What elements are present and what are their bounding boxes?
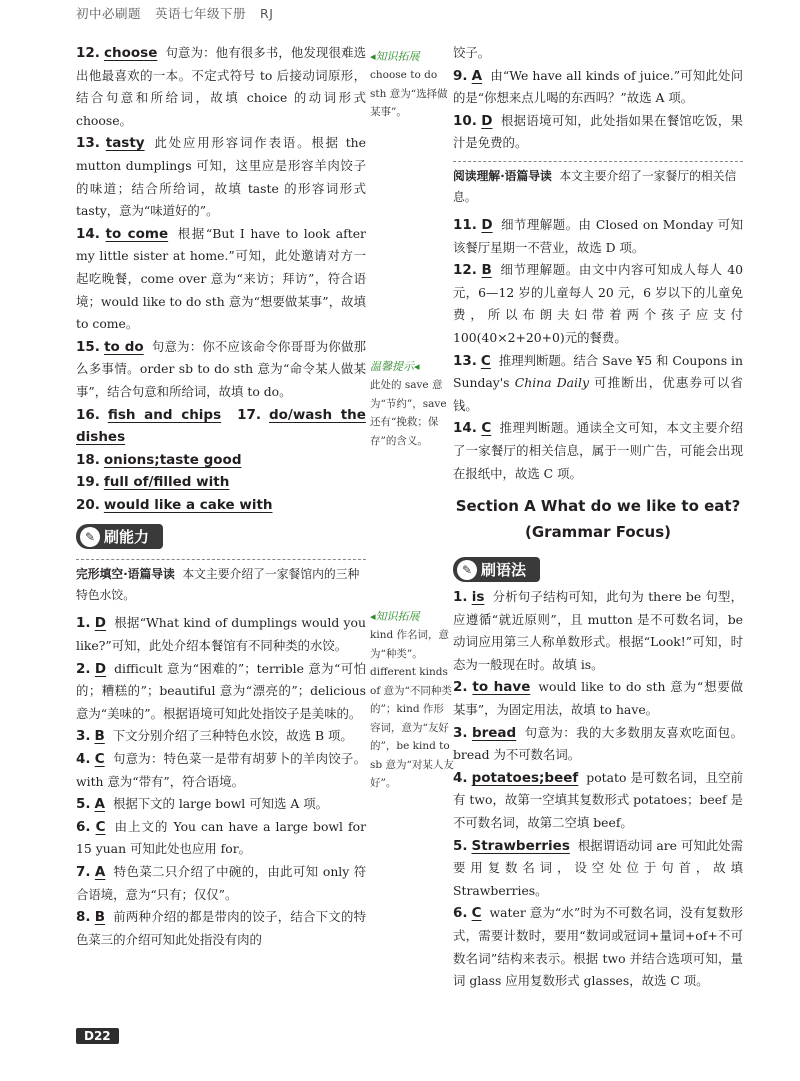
tip-body: kind 作名词，意为“种类”。different kinds of 意为“不同种类的”；kind 作形容词，意为“友好的”，be kind to sb 意为“对某人友好”。 [370,629,454,789]
item-number: 8. [76,909,91,926]
section-heading [453,493,743,545]
explanation: 根据谓语动词 are 可知此处需要用复数名词，设空处位于句首，故填 Strawberries。 [453,837,743,898]
answer: to have [472,679,531,696]
item-number: 13. [453,352,477,369]
reading-guide [453,161,743,208]
item-number: 19. [76,474,100,491]
explanation: 推理判断题。通读全文可知，本文主要介绍了一家餐厅的相关信息，属于一则广告，可能会出现在报纸中，故选 C 项。 [453,420,743,481]
answer: D [94,660,107,677]
section-title: Section A What do we like to eat? [455,497,741,516]
arrow-icon: ◂ [414,360,420,373]
answer-item [453,259,743,349]
item-number: 1. [453,589,468,606]
answer: fish and chips [107,406,222,423]
answer: onions;taste good [103,451,242,468]
item-number: 14. [76,225,100,242]
explanation: 特色菜二只介绍了中碗的，由此可知 only 符合语境，意为“只有；仅仅”。 [76,864,366,902]
tip-body: 此处的 save 意为“节约”，save 还有“挽救；保存”的含义。 [370,379,447,447]
item-number: 11. [453,216,477,233]
series-title: 初中必刷题 [76,6,142,21]
answer-item [453,676,743,721]
item-number: 18. [76,451,100,468]
explanation: water 意为“水”时为不可数名词，没有复数形式，需要计数时，要用“数词或冠词+量词+of+不可数名词”结构来表示。根据 two 并结合选项可知，量词 glass 应用复数形式 glasses，故选 C 项。 [453,905,743,989]
answer-pair [76,449,366,472]
guide-text: 本文主要介绍了一家餐厅的相关信息。 [453,168,737,204]
explanation: 根据语境可知，此处指如果在餐馆吃饭，果汁是免费的。 [453,112,744,151]
item-number: 5. [76,796,91,813]
item-number: 7. [76,864,91,880]
answer-item [76,748,366,793]
answer-item [76,793,366,816]
answer: Strawberries [471,837,570,854]
answer-item [453,65,743,110]
explanation: potato 是可数名词，且空前有 two，故第一空填其复数形式 potatoes；beef 是不可数名词，故第二空填 beef。 [453,769,743,831]
answer: potatoes;beef [471,769,579,786]
item-number: 20. [76,496,100,513]
explanation: 此处应用形容词作表语。根据 the mutton dumplings 可知，这里应是形容羊肉饺子的味道；结合所给词，故填 taste 的形容词形式 tasty，意为“味道好的”。 [76,135,366,219]
answer: tasty [105,135,145,152]
answer-item [453,722,743,767]
answer-item [76,223,366,336]
pen-icon: ✎ [457,560,477,580]
answer-pair [76,471,366,494]
tip-title-text: 知识拓展 [375,610,420,623]
pen-icon: ✎ [80,527,100,547]
margin-tip [370,48,454,122]
answer-item [76,816,366,861]
guide-label: 完形填空·语篇导读 [76,567,175,582]
answer: full of/filled with [103,474,230,491]
answer-item [453,350,743,418]
section-badge-ability [76,524,163,549]
book-title: 英语七年级下册 [155,6,247,21]
explanation: 前两种介绍的都是带肉的饺子，结合下文的特色菜三的介绍可知此处指没有肉的 [76,909,366,947]
newspaper-title: China Daily [514,375,589,391]
answer-item [76,336,366,404]
arrow-icon: ◂ [370,610,376,623]
arrow-icon: ◂ [370,50,376,63]
badge-label: 刷能力 [104,528,150,547]
explanation: 根据“What kind of dumplings would you like?”可知，此处介绍本餐馆有不同种类的水饺。 [76,615,366,654]
explanation-part: 可推断出，优惠券可以省钱。 [453,375,743,413]
item-number: 2. [76,660,91,677]
explanation: 句意为：你不应该命令你哥哥为你做那么多事情。order sb to do sth 意为“命令某人做某事”，结合句意和所给词，故填 to do。 [76,338,366,399]
explanation: difficult 意为“困难的”；terrible 意为“可怕的；糟糕的”；beautiful 意为“漂亮的”；delicious 意为“美味的”。根据语境可知此处指饺子是美味的。 [76,660,366,721]
tip-body: choose to do sth 意为“选择做某事”。 [370,69,448,118]
explanation: 细节理解题。由文中内容可知成人每人 40 元，6—12 岁的儿童每人 20 元，6 岁以下的儿童免费，所以布朗夫妇带着两个孩子应支付 100(40×2+20+0)元的餐费。 [453,262,743,345]
item-number: 2. [453,679,468,696]
answer: D [481,216,493,233]
right-column [453,42,743,993]
answer: to come [105,225,169,242]
answer: is [471,589,485,606]
answer: bread [471,724,517,741]
page-number: D22 [76,1028,119,1044]
left-column [76,42,366,951]
explanation: 根据“But I have to look after my little sister at home.”可知，此处邀请对方一起吃晚餐，come over 意为“来访；拜访”，符合语境；would like to do sth 意为“想要做某事”，故填 to come。 [76,225,366,332]
guide-label: 阅读理解·语篇导读 [453,168,552,183]
margin-tip [370,358,454,450]
answer: B [481,262,492,279]
item-number: 4. [453,769,468,786]
answer: would like a cake with [103,496,273,513]
explanation: would like to do sth 意为“想要做某事”，为固定用法，故填 to have。 [453,679,743,718]
answer-item [76,612,366,657]
item-number: 3. [453,724,468,741]
answer-item [76,42,366,132]
answer: to do [104,338,144,355]
answer: B [94,909,106,926]
answer: do/wash the dishes [76,406,366,446]
margin-tip [370,608,454,793]
item-number: 10. [453,112,477,129]
item-number: 15. [76,338,100,355]
answer: C [480,352,491,369]
item-number: 6. [453,905,468,922]
answer: B [94,728,105,745]
answer-item [76,861,366,906]
item-number: 4. [76,751,91,768]
explanation: 分析句子结构可知，此句为 there be 句型，应遵循“就近原则”，且 mutton 是不可数名词，be 动词应用第三人称单数形式。根据“Look!”可知，时态为一般现在时。故填 is。 [453,589,743,672]
explanation: 细节理解题。由 Closed on Monday 可知该餐厅星期一不营业，故选 D 项。 [453,216,743,255]
item-number: 3. [76,728,91,745]
explanation [453,353,743,413]
answer-pair [76,494,366,517]
tip-title-text: 知识拓展 [375,50,420,63]
section-subtitle: (Grammar Focus) [525,523,671,542]
tip-title-text: 温馨提示 [370,360,414,373]
answer-item [453,902,743,992]
tip-title [370,358,454,374]
item-number: 5. [453,837,468,854]
answer-item [453,417,743,485]
explanation: 根据下文的 large bowl 可知选 A 项。 [112,796,328,812]
answer: C [481,420,492,437]
answer: D [481,112,493,129]
answer: C [471,905,482,922]
item-number: 13. [76,135,100,152]
tip-title [370,48,454,64]
answer: D [94,615,106,632]
answer: A [94,864,106,880]
item-number: 9. [453,67,468,84]
explanation: 句意为：我的大多数朋友喜欢吃面包。bread 为不可数名词。 [453,724,743,763]
item-number: 6. [76,818,91,835]
section-badge-grammar [453,557,540,582]
item-number: 17. [237,406,262,423]
edition-label: RJ [260,6,274,21]
answer-pair [76,404,366,449]
answer-item [453,214,743,259]
explanation: 句意为：他有很多书，他发现很难选出他最喜欢的一本。不定式符号 to 后接动词原形，结合句意和所给词，故填 choice 的动词形式 choose。 [76,45,366,128]
item-number: 12. [76,45,100,61]
answer-item [76,725,366,748]
badge-label: 刷语法 [481,561,527,580]
page-header [76,4,273,22]
tip-title [370,608,454,624]
explanation: 由“We have all kinds of juice.”可知此处问的是“你想来点儿喝的东西吗？”故选 A 项。 [453,67,743,106]
answer-item [453,586,743,676]
answer-item [76,658,366,726]
reading-guide [76,559,366,606]
answer-item [76,906,366,951]
answer: A [94,796,105,813]
item-number: 12. [453,262,477,279]
explanation: 由上文的 You can have a large bowl for 15 yuan 可知此处也应用 for。 [76,818,366,857]
answer-item [453,767,743,835]
item-number: 16. [76,406,100,423]
answer-item [76,132,366,222]
explanation-part: 推理判断题。结合 Save ¥5 和 Coupons in Sunday's [453,352,743,391]
guide-text: 本文主要介绍了一家餐馆内的三种特色水饺。 [76,567,360,603]
explanation: 句意为：特色菜一是带有胡萝卜的羊肉饺子。with 意为“带有”，符合语境。 [76,751,366,789]
answer: C [94,751,105,768]
answer: A [471,67,483,84]
item-number: 1. [76,615,91,632]
answer: choose [104,45,158,61]
answer: C [95,818,106,835]
item-number: 14. [453,420,477,437]
answer-item [453,835,743,903]
continued-text: 饺子。 [453,45,491,60]
answer-item [453,110,743,155]
explanation: 下文分别介绍了三种特色水饺，故选 B 项。 [112,728,353,744]
